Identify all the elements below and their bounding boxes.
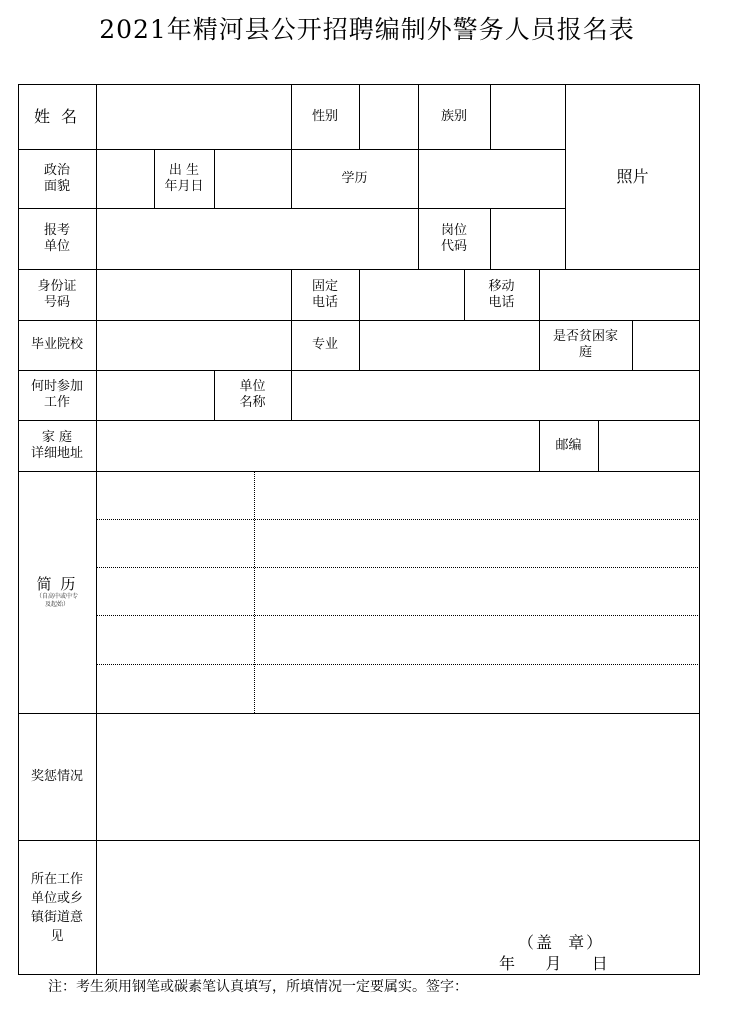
opinion-label: 所在工作 单位或乡 镇街道意 见: [30, 871, 83, 944]
work-unit-name-label: 单位 名称: [239, 379, 266, 410]
landline-label: 固定 电话: [311, 278, 338, 310]
resume-note: （自高中或中专 及起始）: [35, 593, 78, 608]
name-field[interactable]: [97, 85, 290, 148]
major-field[interactable]: [360, 321, 538, 369]
rewards-label: 奖惩情况: [30, 768, 83, 784]
photo-area[interactable]: 照片: [616, 166, 649, 186]
postcode-field[interactable]: [599, 421, 699, 470]
graduated-school-label: 毕业院校: [30, 337, 83, 352]
major-label: 专业: [311, 337, 338, 352]
resume-field[interactable]: [97, 472, 699, 712]
landline-field[interactable]: [360, 270, 463, 319]
id-number-label: 身份证 号码: [37, 278, 77, 310]
date-text: 年 月 日: [499, 954, 610, 973]
ethnicity-field[interactable]: [491, 85, 564, 148]
gender-field[interactable]: [360, 85, 417, 148]
form-title: 2021年精河县公开招聘编制外警务人员报名表: [99, 15, 635, 44]
home-address-field[interactable]: [97, 421, 538, 470]
home-address-label: 家 庭 详细地址: [30, 429, 83, 461]
poor-family-label: 是否贫困家 庭: [552, 329, 618, 360]
post-code-label: 岗位 代码: [440, 222, 467, 254]
postcode-label: 邮编: [555, 437, 582, 453]
seal-text: （盖 章）: [518, 933, 605, 952]
name-label: 姓 名: [33, 106, 81, 126]
poor-family-field[interactable]: [633, 321, 699, 369]
applied-unit-field[interactable]: [97, 209, 417, 268]
graduated-school-field[interactable]: [97, 321, 290, 369]
resume-title: 简 历: [36, 575, 78, 593]
post-code-field[interactable]: [491, 209, 564, 268]
political-status-label: 政治 面貌: [43, 162, 70, 194]
work-unit-name-field[interactable]: [292, 371, 699, 419]
rewards-field[interactable]: [97, 714, 699, 839]
birth-date-field[interactable]: [215, 150, 290, 207]
education-field[interactable]: [419, 150, 564, 207]
ethnicity-label: 族别: [440, 108, 467, 124]
footer-note: 注：考生须用钢笔或碳素笔认真填写，所填情况一定要属实。签字：: [48, 979, 468, 995]
birth-date-label: 出 生 年月日: [164, 162, 204, 194]
work-start-field[interactable]: [97, 371, 213, 419]
political-status-field[interactable]: [97, 150, 153, 207]
gender-label: 性别: [311, 108, 338, 124]
education-label: 学历: [341, 170, 368, 186]
mobile-label: 移动 电话: [488, 278, 515, 310]
mobile-field[interactable]: [540, 270, 699, 319]
work-start-label: 何时参加 工作: [30, 379, 83, 410]
applied-unit-label: 报考 单位: [43, 222, 70, 254]
id-number-field[interactable]: [97, 270, 290, 319]
resume-label: [18, 471, 96, 713]
registration-form: [18, 84, 700, 975]
